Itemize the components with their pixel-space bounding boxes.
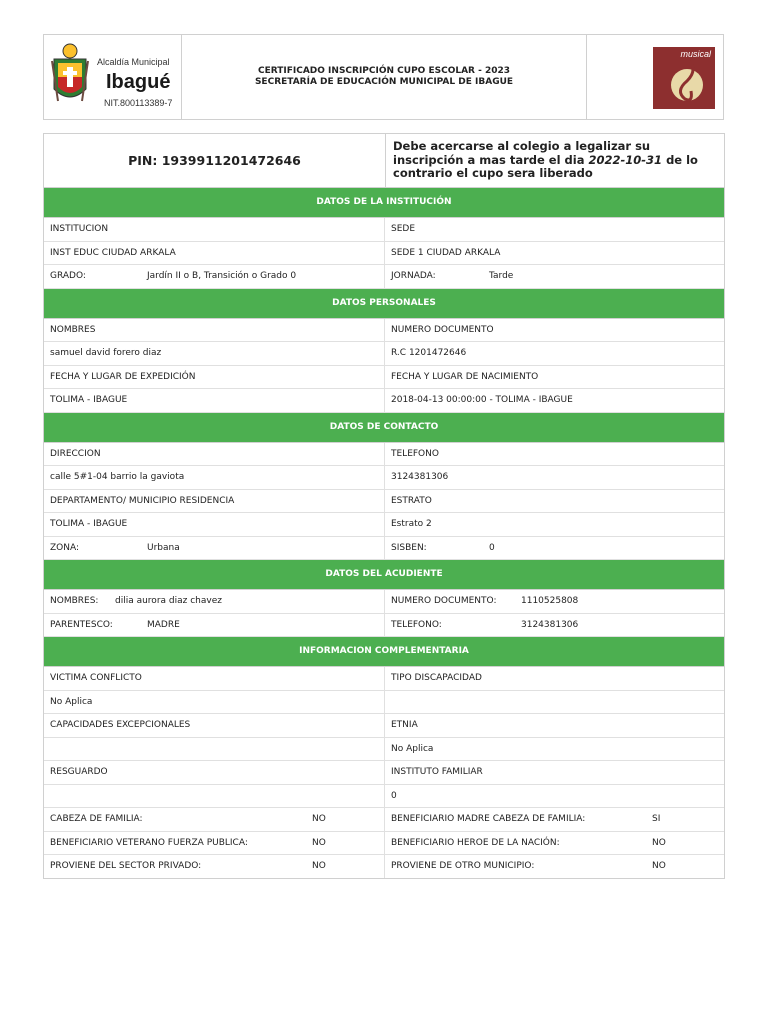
- value-sede: SEDE 1 CIUDAD ARKALA: [391, 247, 501, 258]
- section-complementaria: INFORMACION COMPLEMENTARIA: [44, 637, 724, 667]
- label-expedicion: FECHA Y LUGAR DE EXPEDICIÓN: [44, 366, 385, 389]
- cabeza-familia-cell: [44, 808, 385, 831]
- label-direccion: DIRECCION: [44, 443, 385, 466]
- value-grado: Jardín II o B, Transición o Grado 0: [147, 271, 297, 282]
- label-nacimiento: FECHA Y LUGAR DE NACIMIENTO: [391, 371, 539, 382]
- table-row: [44, 466, 724, 490]
- otro-municipio-cell: [385, 855, 724, 878]
- musical-logo-box: [653, 47, 715, 109]
- label-cabeza-familia: CABEZA DE FAMILIA:: [50, 814, 143, 825]
- label-grado: GRADO:: [50, 271, 86, 282]
- table-row: [44, 832, 724, 856]
- deadline-date: 2022-10-31: [588, 152, 663, 167]
- section-personales: DATOS PERSONALES: [44, 289, 724, 319]
- table-row: [44, 265, 724, 289]
- label-resguardo: RESGUARDO: [44, 761, 385, 784]
- value-etnia: No Aplica: [391, 743, 434, 754]
- ibague-crest-icon: [50, 41, 90, 111]
- label-madre-cabeza: BENEFICIARIO MADRE CABEZA DE FAMILIA:: [391, 814, 586, 825]
- table-row: [44, 242, 724, 266]
- label-telefono: TELEFONO: [391, 448, 439, 459]
- label-institucion: INSTITUCION: [44, 218, 385, 241]
- veterano-cell: [44, 832, 385, 855]
- section-institucion: DATOS DE LA INSTITUCIÓN: [44, 188, 724, 218]
- label-sede: SEDE: [391, 224, 416, 235]
- value-veterano: NO: [312, 837, 326, 848]
- certificate-table: [43, 133, 725, 879]
- label-jornada: JORNADA:: [391, 271, 436, 282]
- legalization-notice: Debe acercarse al colegio a legalizar su inscripción a mas tarde el dia 2022-10-31 de lo contrario el cupo sera liberado: [393, 139, 698, 180]
- table-row: [44, 389, 724, 413]
- label-acudiente-telefono: TELEFONO:: [391, 619, 442, 630]
- table-row: [44, 761, 724, 785]
- pin-number: PIN: 1939911201472646: [44, 134, 386, 187]
- value-direccion: calle 5#1-04 barrio la gaviota: [44, 466, 385, 489]
- value-acudiente-nombres: dilia aurora diaz chavez: [115, 596, 222, 607]
- value-instituto-familiar: 0: [391, 790, 397, 801]
- table-row: [44, 342, 724, 366]
- value-expedicion: TOLIMA - IBAGUE: [44, 389, 385, 412]
- table-row: [44, 691, 724, 715]
- grado-cell: [44, 265, 385, 288]
- table-row: [44, 667, 724, 691]
- value-nacimiento: 2018-04-13 00:00:00 - TOLIMA - IBAGUE: [391, 395, 573, 406]
- zona-cell: [44, 537, 385, 560]
- acudiente-telefono-cell: [385, 614, 724, 637]
- table-row: [44, 738, 724, 762]
- logo-nit: NIT.800113389-7: [104, 98, 173, 108]
- value-otro-municipio: NO: [652, 861, 666, 872]
- value-telefono: 3124381306: [391, 472, 449, 483]
- sisben-cell: [385, 537, 724, 560]
- value-residencia: TOLIMA - IBAGUE: [44, 513, 385, 536]
- parentesco-cell: [44, 614, 385, 637]
- pin-row: [44, 134, 724, 188]
- label-numero-documento: NUMERO DOCUMENTO: [391, 324, 494, 335]
- table-row: [44, 808, 724, 832]
- label-victima-conflicto: VICTIMA CONFLICTO: [44, 667, 385, 690]
- title-line2: SECRETARÍA DE EDUCACIÓN MUNICIPAL DE IBAGUE: [254, 77, 514, 87]
- label-otro-municipio: PROVIENE DE OTRO MUNICIPIO:: [391, 861, 535, 872]
- acudiente-nombres-cell: [44, 590, 385, 613]
- document-header: [43, 34, 724, 120]
- section-contacto: DATOS DE CONTACTO: [44, 413, 724, 443]
- jornada-cell: [385, 265, 724, 288]
- table-row: [44, 513, 724, 537]
- value-estrato: Estrato 2: [391, 519, 432, 530]
- table-row: [44, 785, 724, 809]
- label-residencia: DEPARTAMENTO/ MUNICIPIO RESIDENCIA: [44, 490, 385, 513]
- logo-line2: Ibagué: [106, 71, 171, 93]
- value-capacidades: [44, 738, 385, 761]
- label-capacidades: CAPACIDADES EXCEPCIONALES: [44, 714, 385, 737]
- value-zona: Urbana: [147, 542, 180, 553]
- value-parentesco: MADRE: [147, 619, 180, 630]
- label-acudiente-documento: NUMERO DOCUMENTO:: [391, 596, 497, 607]
- logo-line1: Alcaldía Municipal: [97, 57, 170, 67]
- label-estrato: ESTRATO: [391, 495, 432, 506]
- value-cabeza-familia: NO: [312, 814, 326, 825]
- label-sisben: SISBEN:: [391, 542, 427, 553]
- value-madre-cabeza: SI: [652, 814, 661, 825]
- table-row: [44, 319, 724, 343]
- value-acudiente-documento: 1110525808: [521, 596, 579, 607]
- acudiente-documento-cell: [385, 590, 724, 613]
- musical-logo: [586, 35, 723, 119]
- value-resguardo: [44, 785, 385, 808]
- value-heroe: NO: [652, 837, 666, 848]
- label-veterano: BENEFICIARIO VETERANO FUERZA PUBLICA:: [50, 837, 248, 848]
- label-zona: ZONA:: [50, 542, 80, 553]
- header-title: [182, 35, 586, 119]
- section-acudiente: DATOS DEL ACUDIENTE: [44, 560, 724, 590]
- label-nombres: NOMBRES: [44, 319, 385, 342]
- heroe-cell: [385, 832, 724, 855]
- label-acudiente-nombres: NOMBRES:: [50, 596, 99, 607]
- table-row: [44, 590, 724, 614]
- label-etnia: ETNIA: [391, 720, 418, 731]
- table-row: [44, 714, 724, 738]
- label-parentesco: PARENTESCO:: [50, 619, 113, 630]
- value-acudiente-telefono: 3124381306: [521, 619, 579, 630]
- table-row: [44, 366, 724, 390]
- value-sisben: 0: [489, 542, 495, 553]
- value-sector-privado: NO: [312, 861, 326, 872]
- alcaldia-logo: [44, 35, 182, 119]
- value-jornada: Tarde: [489, 271, 514, 282]
- table-row: [44, 218, 724, 242]
- label-sector-privado: PROVIENE DEL SECTOR PRIVADO:: [50, 861, 202, 872]
- musical-logo-text: musical: [680, 49, 711, 59]
- value-institucion: INST EDUC CIUDAD ARKALA: [44, 242, 385, 265]
- table-row: [44, 614, 724, 638]
- table-row: [44, 490, 724, 514]
- table-row: [44, 537, 724, 561]
- sector-privado-cell: [44, 855, 385, 878]
- label-tipo-discapacidad: TIPO DISCAPACIDAD: [391, 673, 482, 684]
- value-nombres: samuel david forero diaz: [44, 342, 385, 365]
- value-numero-documento: R.C 1201472646: [391, 348, 467, 359]
- table-row: [44, 443, 724, 467]
- value-tipo-discapacidad: [385, 691, 724, 714]
- label-heroe: BENEFICIARIO HEROE DE LA NACIÓN:: [391, 837, 560, 848]
- title-line1: CERTIFICADO INSCRIPCIÓN CUPO ESCOLAR - 2023: [257, 66, 511, 76]
- label-instituto-familiar: INSTITUTO FAMILIAR: [391, 767, 483, 778]
- table-row: [44, 855, 724, 878]
- madre-cabeza-cell: [385, 808, 724, 831]
- treble-clef-icon: [653, 47, 715, 109]
- value-victima-conflicto: No Aplica: [44, 691, 385, 714]
